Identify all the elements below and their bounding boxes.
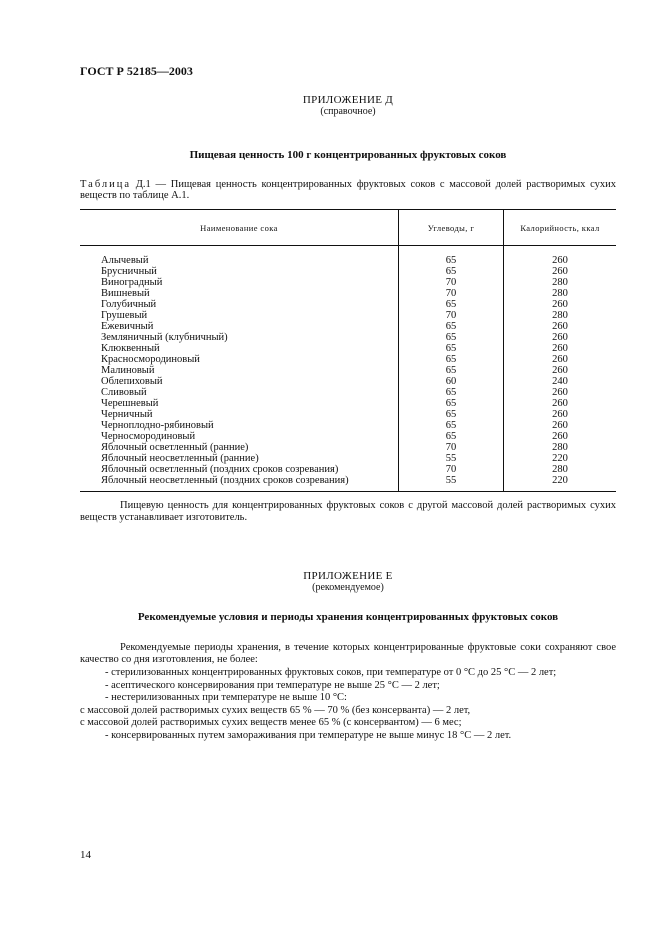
- juice-name-cell: Яблочный осветленный (поздних сроков созревания): [101, 464, 339, 475]
- calories-cell: 260: [552, 299, 568, 310]
- table-row: [80, 442, 616, 453]
- annex-e-title: ПРИЛОЖЕНИЕ Е: [303, 570, 393, 582]
- juice-name-cell: Земляничный (клубничный): [101, 332, 228, 343]
- annex-d-note-text: Пищевую ценность для концентрированных фруктовых соков с другой массовой долей растворимых сухих веществ устанавливает изготовитель.: [80, 500, 616, 523]
- annex-d-subtitle: (справочное): [320, 106, 376, 117]
- calories-cell: 260: [552, 431, 568, 442]
- calories-cell: 260: [552, 332, 568, 343]
- juice-name-cell: Клюквенный: [101, 343, 160, 354]
- calories-cell: 260: [552, 321, 568, 332]
- column-header-name: Наименование сока: [80, 210, 399, 246]
- carbs-cell: 70: [399, 442, 504, 453]
- juice-name-cell: Сливовый: [101, 387, 147, 398]
- carbs-cell: 65: [399, 321, 504, 332]
- table-row: [80, 387, 616, 398]
- juice-name-cell: Черноплодно-рябиновый: [101, 420, 214, 431]
- carbs-cell: 55: [399, 453, 504, 464]
- juice-name-cell: Облепиховый: [101, 376, 163, 387]
- carbs-cell: 70: [399, 288, 504, 299]
- storage-item: - нестерилизованных при температуре не выше 10 °С:: [105, 692, 347, 703]
- carbs-cell: 70: [399, 310, 504, 321]
- carbs-cell: 65: [399, 431, 504, 442]
- carbs-cell: 65: [399, 266, 504, 277]
- table-row: [80, 310, 616, 321]
- juice-name-cell: Яблочный неосветленный (ранние): [101, 453, 259, 464]
- storage-list: [80, 667, 616, 742]
- table-row: [80, 409, 616, 420]
- calories-cell: 260: [552, 420, 568, 431]
- nutrition-table: [80, 209, 616, 492]
- carbs-cell: 65: [399, 420, 504, 431]
- calories-cell: 240: [552, 376, 568, 387]
- table-row: [80, 376, 616, 387]
- juice-name-cell: Малиновый: [101, 365, 155, 376]
- calories-cell: 260: [552, 365, 568, 376]
- juice-name-cell: Черешневый: [101, 398, 159, 409]
- juice-name-cell: Ежевичный: [101, 321, 154, 332]
- annex-d-note: [80, 500, 616, 524]
- table-row: [80, 288, 616, 299]
- table-header-row: [80, 210, 616, 246]
- table-row: [80, 453, 616, 464]
- storage-item: - асептического консервирования при температуре не выше 25 °С — 2 лет;: [105, 679, 440, 691]
- table-row: [80, 365, 616, 376]
- juice-name-cell: Голубичный: [101, 299, 157, 310]
- juice-name-cell: Яблочный осветленный (ранние): [101, 442, 249, 453]
- table-row: [80, 431, 616, 442]
- calories-cell: 280: [552, 277, 568, 288]
- juice-name-cell: Виноградный: [101, 277, 163, 288]
- table-row: [80, 464, 616, 475]
- calories-cell: 280: [552, 464, 568, 475]
- annex-e-heading: Рекомендуемые условия и периоды хранения концентрированных фруктовых соков: [137, 611, 559, 623]
- table-row: [80, 332, 616, 343]
- carbs-cell: 65: [399, 343, 504, 354]
- column-header-carbs: Углеводы, г: [399, 210, 504, 246]
- table-row: [80, 255, 616, 266]
- annex-e-subtitle: (рекомендуемое): [312, 582, 384, 593]
- table-row: [80, 266, 616, 277]
- calories-cell: 260: [552, 266, 568, 277]
- calories-cell: 260: [552, 354, 568, 365]
- calories-cell: 260: [552, 409, 568, 420]
- table-caption: [80, 179, 616, 201]
- column-header-calories: Калорийность, ккал: [504, 210, 617, 246]
- carbs-cell: 65: [399, 387, 504, 398]
- table-row: [80, 398, 616, 409]
- annex-d-heading: Пищевая ценность 100 г концентрированных фруктовых соков: [189, 149, 507, 161]
- table-row: [80, 299, 616, 310]
- carbs-cell: 65: [399, 398, 504, 409]
- table-caption-label: Таблица: [80, 179, 132, 190]
- carbs-cell: 65: [399, 332, 504, 343]
- juice-name-cell: Алычевый: [101, 255, 149, 266]
- carbs-cell: 65: [399, 409, 504, 420]
- juice-name-cell: Черносмородиновый: [101, 431, 196, 442]
- juice-name-cell: Красносмородиновый: [101, 354, 200, 365]
- table-body: [80, 246, 616, 492]
- storage-subitem: с массовой долей растворимых сухих веществ 65 % — 70 % (без консерванта) — 2 лет,: [80, 704, 471, 716]
- storage-item: - консервированных путем замораживания при температуре не выше минус 18 °С — 2 лет.: [105, 729, 512, 741]
- juice-name-cell: Брусничный: [101, 266, 157, 277]
- carbs-cell: 55: [399, 475, 504, 492]
- storage-subitem: с массовой долей растворимых сухих веществ менее 65 % (с консервантом) — 6 мес;: [80, 717, 462, 728]
- juice-name-cell: Черничный: [101, 409, 153, 420]
- calories-cell: 220: [552, 453, 568, 464]
- calories-cell: 260: [552, 398, 568, 409]
- calories-cell: 280: [552, 310, 568, 321]
- carbs-cell: 60: [399, 376, 504, 387]
- page-number: 14: [80, 849, 91, 861]
- table-row: [80, 321, 616, 332]
- carbs-cell: 65: [399, 255, 504, 266]
- juice-name-cell: Грушевый: [101, 310, 148, 321]
- calories-cell: 220: [504, 475, 617, 492]
- calories-cell: 260: [552, 343, 568, 354]
- standard-number: ГОСТ Р 52185—2003: [80, 64, 193, 78]
- carbs-cell: 70: [399, 277, 504, 288]
- annex-e-intro-text: Рекомендуемые периоды хранения, в течение которых концентрированные фруктовые соки сохраняют свое качество со дня изготовления, не более:: [80, 642, 616, 665]
- table-row: [80, 277, 616, 288]
- table-row: [80, 354, 616, 365]
- table-row: [80, 475, 616, 492]
- storage-item: - стерилизованных концентрированных фруктовых соков, при температуре от 0 °С до 25 °С — 2 лет;: [105, 667, 557, 678]
- table-row: [80, 420, 616, 431]
- carbs-cell: 65: [399, 299, 504, 310]
- annex-e-intro: [80, 642, 616, 666]
- calories-cell: 260: [552, 255, 568, 266]
- calories-cell: 260: [552, 387, 568, 398]
- carbs-cell: 65: [399, 354, 504, 365]
- table-caption-text: Д.1 — Пищевая ценность концентрированных фруктовых соков с массовой долей растворимых сухих веществ по таблице А.1.: [80, 179, 616, 201]
- table-row: [80, 343, 616, 354]
- carbs-cell: 70: [399, 464, 504, 475]
- calories-cell: 280: [552, 442, 568, 453]
- annex-d-title: ПРИЛОЖЕНИЕ Д: [302, 94, 394, 106]
- carbs-cell: 65: [399, 365, 504, 376]
- juice-name-cell: Вишневый: [101, 288, 150, 299]
- calories-cell: 280: [552, 288, 568, 299]
- juice-name-cell: Яблочный неосветленный (поздних сроков созревания): [80, 475, 399, 492]
